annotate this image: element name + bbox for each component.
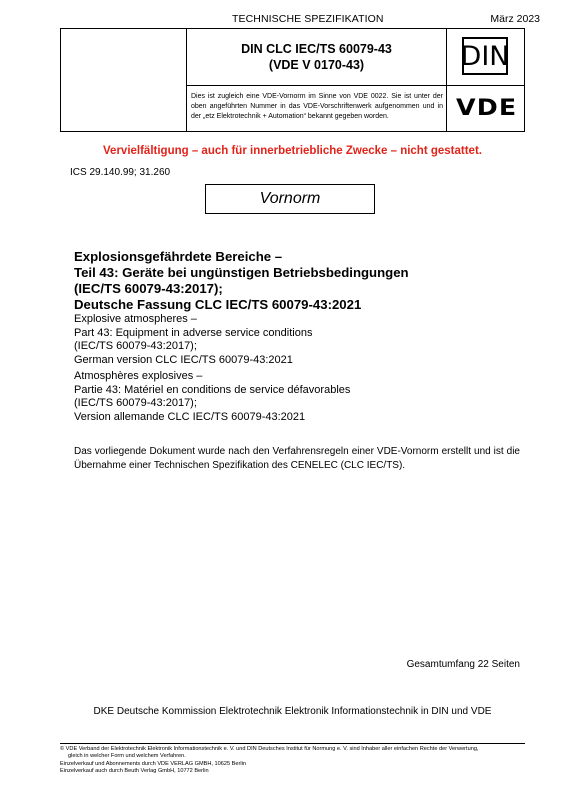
footer-line: Einzelverkauf und Abonnements durch VDE VERLAG GMBH, 10625 Berlin <box>60 760 246 767</box>
title-french <box>74 370 534 424</box>
title-line: Version allemande CLC IEC/TS 60079-43:2021 <box>74 410 306 423</box>
copyright-footer <box>60 746 530 775</box>
title-line: Part 43: Equipment in adverse service conditions <box>74 326 313 339</box>
title-line: German version CLC IEC/TS 60079-43:2021 <box>74 353 293 366</box>
vde-logo: VDE <box>456 96 518 121</box>
document-type: Vornorm <box>259 190 321 207</box>
title-line: Explosive atmospheres – <box>74 313 197 325</box>
copy-warning: Vervielfältigung – auch für innerbetriebliche Zwecke – nicht gestattet. <box>103 145 482 157</box>
standard-number-vde: (VDE V 0170-43) <box>268 58 365 72</box>
title-line: Partie 43: Matériel en conditions de service défavorables <box>74 383 351 396</box>
title-line: Deutsche Fassung CLC IEC/TS 60079-43:2021 <box>74 297 362 312</box>
title-english <box>74 313 534 367</box>
title-german <box>74 249 534 313</box>
total-pages: Gesamtumfang 22 Seiten <box>406 659 520 670</box>
vde-note: Dies ist zugleich eine VDE-Vornorm im Sinne von VDE 0022. Sie ist unter der oben angeführten Nummer in das VDE-Vorschriftenwerk aufgenommen und in der „etz Elektrotechnik + Automation“ bekannt gegeben worden. <box>191 93 443 120</box>
footer-line: Einzelverkauf auch durch Beuth Verlag GmbH, 10772 Berlin <box>60 767 209 774</box>
title-line: (IEC/TS 60079-43:2017); <box>74 340 197 352</box>
divider <box>446 29 447 131</box>
footer-line: © VDE Verband der Elektrotechnik Elektronik Informationstechnik e. V. und DIN Deutsches Institut für Normung e. V. sind Inhaber aller einfachen Rechte der Verwertung, <box>60 746 479 752</box>
title-line: (IEC/TS 60079-43:2017); <box>74 281 223 296</box>
footer-rule <box>60 743 525 744</box>
title-line: Teil 43: Geräte bei ungünstigen Betriebsbedingungen <box>74 265 409 280</box>
document-type-box <box>205 184 375 214</box>
din-logo-text: DIN <box>460 40 510 72</box>
publication-date: März 2023 <box>490 13 540 25</box>
dke-line: DKE Deutsche Kommission Elektrotechnik Elektronik Informationstechnik in DIN und VDE <box>93 706 492 717</box>
title-line: (IEC/TS 60079-43:2017); <box>74 397 197 409</box>
title-box <box>60 28 525 132</box>
standard-number <box>187 41 446 73</box>
title-line: Explosionsgefährdete Bereiche – <box>74 249 283 264</box>
document-category-label: TECHNISCHE SPEZIFIKATION <box>232 13 384 25</box>
din-logo <box>462 37 508 75</box>
divider <box>186 85 524 86</box>
standard-number-din: DIN CLC IEC/TS 60079-43 <box>241 42 392 56</box>
footer-line: gleich in welcher Form und welchem Verfahren. <box>68 753 186 760</box>
ics-code: ICS 29.140.99; 31.260 <box>70 167 171 178</box>
title-line: Atmosphères explosives – <box>74 370 203 382</box>
document-statement: Das vorliegende Dokument wurde nach den Verfahrensregeln einer VDE-Vornorm erstellt und ist die Übernahme einer Technischen Spezifikation des CENELEC (CLC IEC/TS). <box>74 446 520 471</box>
